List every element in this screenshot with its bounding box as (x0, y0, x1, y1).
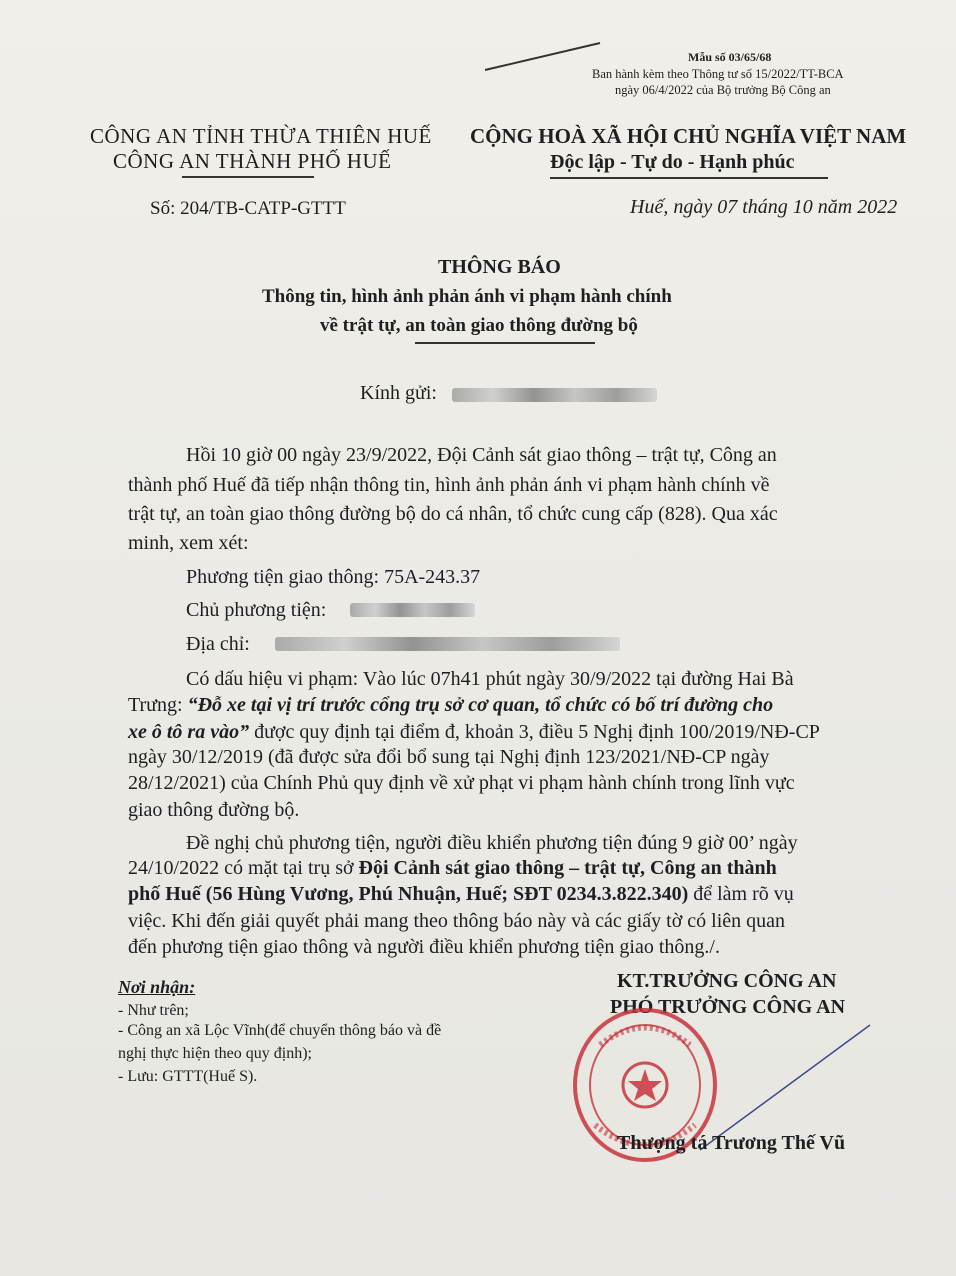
org-underline (182, 176, 314, 178)
recipients-title: Nơi nhận: (118, 977, 196, 997)
violation-line: 28/12/2021) của Chính Phủ quy định về xử phạt vi phạm hành chính trong lĩnh vực (128, 772, 795, 794)
redacted-owner (350, 603, 475, 617)
violation-line: giao thông đường bộ. (128, 799, 300, 821)
violation-line: Có dấu hiệu vi phạm: Vào lúc 07h41 phút ngày 30/9/2022 tại đường Hai Bà (186, 668, 794, 690)
recipient-item: nghị thực hiện theo quy định); (118, 1045, 312, 1062)
document-subtitle-2: về trật tự, an toàn giao thông đường bộ (320, 315, 638, 336)
body-line: Hồi 10 giờ 00 ngày 23/9/2022, Đội Cảnh sát giao thông – trật tự, Công an (186, 444, 777, 466)
subtitle-underline (415, 342, 595, 344)
motto-underline (550, 177, 828, 179)
violation-line: xe ô tô ra vào” được quy định tại điểm đ, khoản 3, điều 5 Nghị định 100/2019/NĐ-CP (128, 721, 820, 743)
signer-name: Thượng tá Trương Thế Vũ (617, 1132, 846, 1154)
recipient-item: - Như trên; (118, 1002, 189, 1019)
org-name-city: CÔNG AN THÀNH PHỐ HUẾ (113, 149, 392, 173)
address-label: Địa chỉ: (186, 633, 250, 655)
vehicle-plate: Phương tiện giao thông: 75A-243.37 (186, 566, 481, 588)
recipient-item: - Lưu: GTTT(Huế S). (118, 1068, 258, 1085)
org-name-province: CÔNG AN TỈNH THỪA THIÊN HUẾ (90, 124, 432, 148)
signature-title: KT.TRƯỞNG CÔNG AN (617, 970, 837, 992)
body-line: minh, xem xét: (128, 532, 249, 554)
issued-with: Ban hành kèm theo Thông tư số 15/2022/TT-BCA (592, 67, 844, 81)
owner-label: Chủ phương tiện: (186, 599, 327, 621)
request-line: 24/10/2022 có mặt tại trụ sở Đội Cảnh sát giao thông – trật tự, Công an thành (128, 857, 777, 879)
recipient-label: Kính gửi: (360, 382, 437, 404)
request-line: Đề nghị chủ phương tiện, người điều khiển phương tiện đúng 9 giờ 00’ ngày (186, 832, 798, 854)
form-number: Mẫu số 03/65/68 (688, 50, 772, 64)
redacted-address (275, 637, 620, 651)
violation-line: ngày 30/12/2019 (đã được sửa đổi bổ sung tại Nghị định 123/2021/NĐ-CP ngày (128, 746, 770, 768)
document-subtitle-1: Thông tin, hình ảnh phản ánh vi phạm hành chính (262, 286, 672, 307)
request-line: đến phương tiện giao thông và người điều khiển phương tiện giao thông./. (128, 936, 720, 958)
violation-line: Trưng: “Đỗ xe tại vị trí trước cổng trụ sở cơ quan, tổ chức có bố trí đường cho (128, 694, 774, 716)
handwritten-mark-icon (480, 35, 610, 75)
recipient-item: - Công an xã Lộc Vĩnh(để chuyển thông báo và đề (118, 1022, 442, 1039)
body-line: thành phố Huế đã tiếp nhận thông tin, hình ảnh phản ánh vi phạm hành chính về (128, 474, 770, 496)
document-number: Số: 204/TB-CATP-GTTT (150, 198, 346, 219)
national-motto: Độc lập - Tự do - Hạnh phúc (550, 151, 795, 173)
issued-date: ngày 06/4/2022 của Bộ trưởng Bộ Công an (615, 83, 831, 97)
signature-position: PHÓ TRƯỞNG CÔNG AN (610, 996, 846, 1018)
document-title: THÔNG BÁO (438, 256, 561, 278)
request-line: việc. Khi đến giải quyết phải mang theo thông báo này và các giấy tờ có liên quan (128, 910, 786, 932)
body-line: trật tự, an toàn giao thông đường bộ do cá nhân, tổ chức cung cấp (828). Qua xác (128, 503, 778, 525)
request-line: phố Huế (56 Hùng Vương, Phú Nhuận, Huế; SĐT 0234.3.822.340) để làm rõ vụ (128, 883, 794, 905)
national-title: CỘNG HOÀ XÃ HỘI CHỦ NGHĨA VIỆT NAM (470, 124, 907, 148)
place-date: Huế, ngày 07 tháng 10 năm 2022 (630, 196, 898, 218)
redacted-recipient (452, 388, 657, 402)
